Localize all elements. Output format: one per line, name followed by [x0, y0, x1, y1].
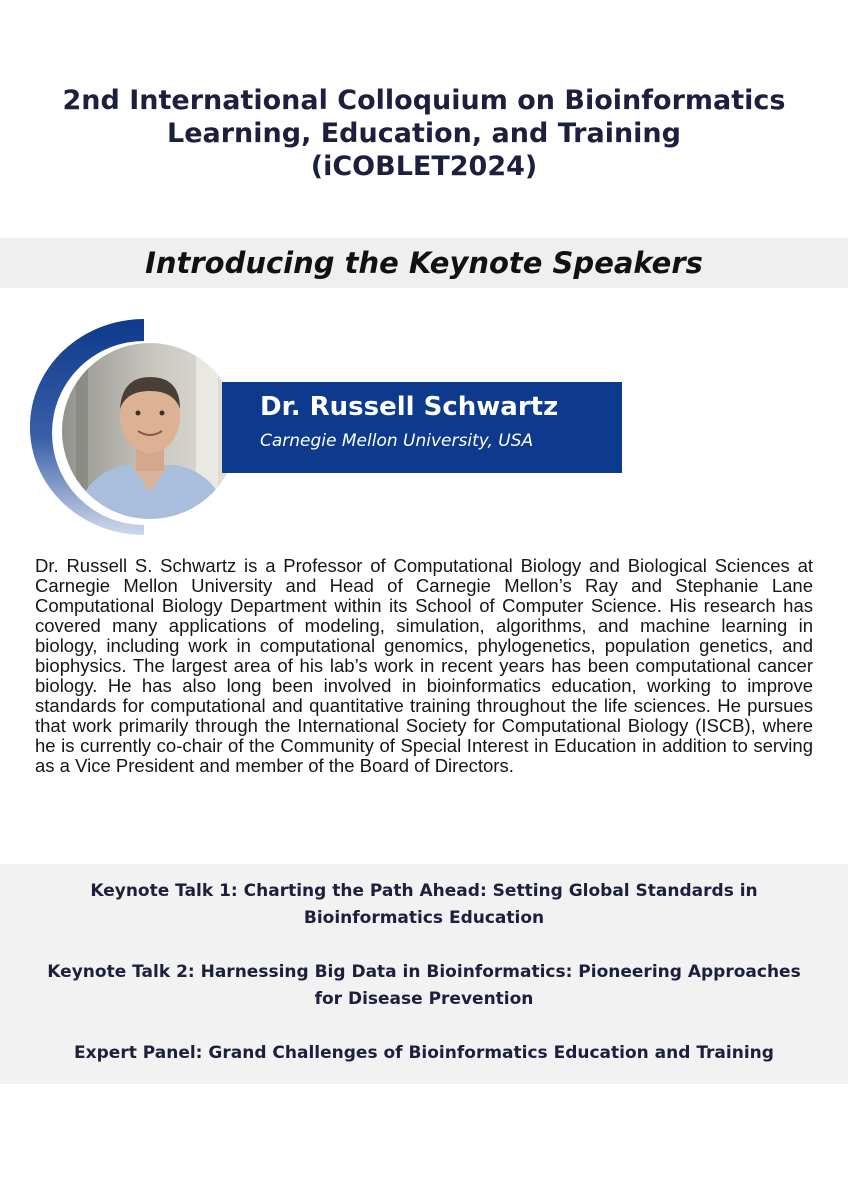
speaker-affiliation: Carnegie Mellon University, USA [260, 431, 534, 451]
keynote-talk-1: Keynote Talk 1: Charting the Path Ahead: Setting Global Standards in Bioinformatics Education [90, 881, 758, 928]
title-line-3: (iCOBLET2024) [310, 151, 538, 182]
intro-heading: Introducing the Keynote Speakers [145, 246, 703, 280]
speaker-photo [58, 341, 248, 531]
speaker-name: Dr. Russell Schwartz [260, 392, 559, 422]
speaker-bio: Dr. Russell S. Schwartz is a Professor of Computational Biology and Biological Sciences at Carnegie Mellon University and Head of Carnegie Mellon’s Ray and Stephanie Lane Computational Biology Department within its School of Computer Science. His research has covered many applications of modeling, simulation, algorithms, and machine learning in biology, including work in computational genomics, phylogenetics, population genetics, and biophysics. The largest area of his lab’s work in recent years has been computational cancer biology. He has also long been involved in bioinformatics education, working to improve standards for computational and quantitative training throughout the life sciences. He pursues that work primarily through the International Society for Computational Biology (ISCB), where he is currently co-chair of the Community of Special Interest in Education in addition to serving as a Vice President and member of the Board of Directors. [35, 555, 813, 776]
speaker-photo-frame [28, 315, 248, 535]
title-line-2: Learning, Education, and Training [167, 118, 681, 149]
keynote-talk-2: Keynote Talk 2: Harnessing Big Data in Bioinformatics: Pioneering Approaches for Disease Prevention [47, 962, 801, 1009]
expert-panel: Expert Panel: Grand Challenges of Bioinformatics Education and Training [74, 1043, 774, 1063]
title-line-1: 2nd International Colloquium on Bioinformatics [62, 85, 786, 116]
page-title [0, 84, 848, 183]
